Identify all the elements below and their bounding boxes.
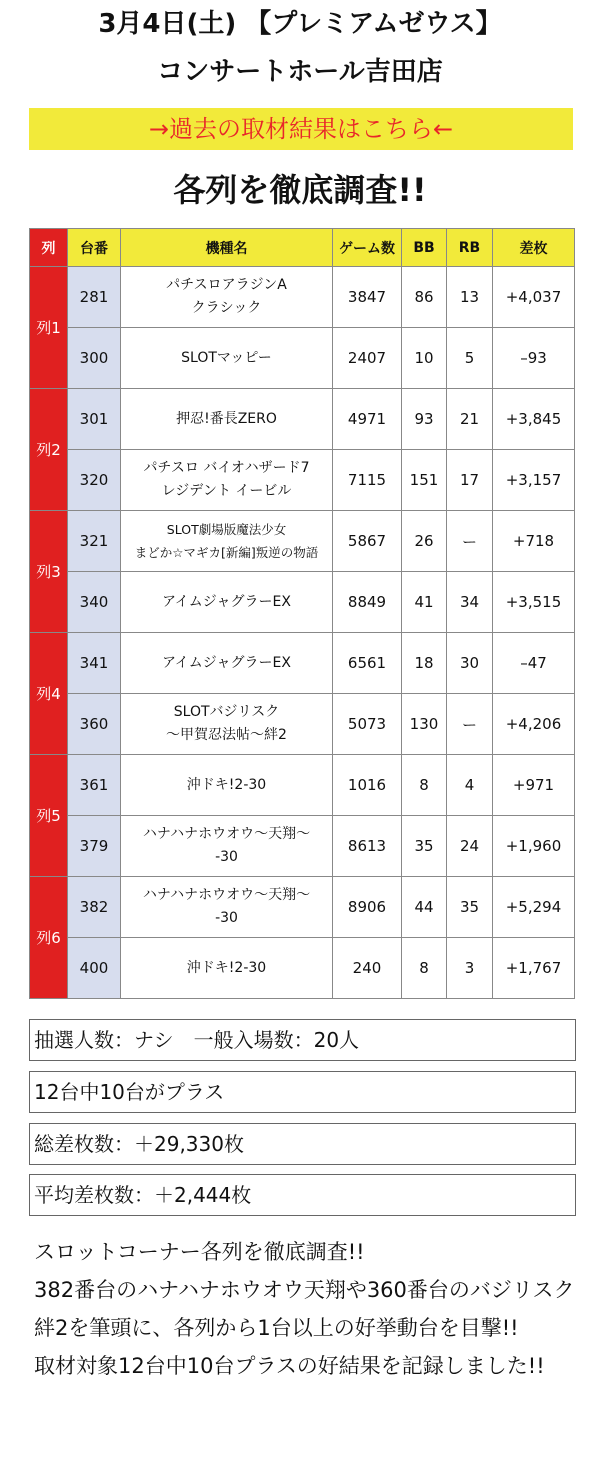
- table-row: [30, 938, 575, 999]
- bb-count: 93: [402, 389, 447, 450]
- retsu-label: 列2: [30, 389, 68, 511]
- dai-number: 382: [68, 877, 121, 938]
- dai-number: 301: [68, 389, 121, 450]
- model-name: [121, 328, 333, 389]
- dai-number: 320: [68, 450, 121, 511]
- header-model: 機種名: [121, 229, 333, 267]
- model-line: 沖ドキ!2-30: [186, 959, 267, 976]
- rb-count: 24: [447, 816, 493, 877]
- bb-count: 10: [402, 328, 447, 389]
- model-line: 〜甲賀忍法帖〜絆2: [166, 727, 287, 743]
- diff-value: +4,206: [493, 694, 575, 755]
- rb-count: 3: [447, 938, 493, 999]
- diff-value: +1,767: [493, 938, 575, 999]
- rb-count: 34: [447, 572, 493, 633]
- model-line: SLOTマッピー: [181, 349, 272, 366]
- model-name: [121, 877, 333, 938]
- dai-number: 360: [68, 694, 121, 755]
- rb-count: 30: [447, 633, 493, 694]
- table-row: [30, 694, 575, 755]
- diff-value: +3,157: [493, 450, 575, 511]
- comment-block: [34, 1233, 579, 1385]
- header-retsu: 列: [30, 229, 68, 267]
- model-name: [121, 450, 333, 511]
- dai-number: 341: [68, 633, 121, 694]
- model-name: [121, 267, 333, 328]
- diff-value: +5,294: [493, 877, 575, 938]
- table-row: [30, 511, 575, 572]
- bb-count: 41: [402, 572, 447, 633]
- bb-count: 86: [402, 267, 447, 328]
- model-name: [121, 511, 333, 572]
- comment-line: 取材対象12台中10台プラスの好結果を記録しました!!: [34, 1354, 545, 1378]
- model-line: レジデント イービル: [161, 483, 292, 499]
- model-line: -30: [215, 849, 238, 865]
- bb-count: 8: [402, 755, 447, 816]
- games-count: 240: [333, 938, 402, 999]
- header-bb: BB: [402, 229, 447, 267]
- model-line: クラシック: [191, 300, 262, 316]
- model-name: [121, 938, 333, 999]
- rb-count: 21: [447, 389, 493, 450]
- bb-count: 130: [402, 694, 447, 755]
- retsu-label: 列6: [30, 877, 68, 999]
- model-line: ハナハナホウオウ〜天翔〜: [142, 826, 311, 842]
- dai-number: 361: [68, 755, 121, 816]
- model-name: [121, 694, 333, 755]
- games-count: 2407: [333, 328, 402, 389]
- model-line: まどか☆マギカ[新編]叛逆の物語: [134, 545, 319, 560]
- table-row: [30, 755, 575, 816]
- model-line: SLOTバジリスク: [173, 704, 280, 720]
- diff-value: +718: [493, 511, 575, 572]
- table-row: [30, 450, 575, 511]
- table-row: [30, 572, 575, 633]
- model-name: [121, 572, 333, 633]
- rb-count: 17: [447, 450, 493, 511]
- table-header-row: [30, 229, 575, 267]
- bb-count: 151: [402, 450, 447, 511]
- dai-number: 321: [68, 511, 121, 572]
- results-table: [29, 228, 575, 999]
- model-line: アイムジャグラーEX: [162, 593, 291, 610]
- diff-value: +971: [493, 755, 575, 816]
- table-row: [30, 633, 575, 694]
- rb-count: ー: [447, 511, 493, 572]
- table-row: [30, 389, 575, 450]
- header-games: ゲーム数: [333, 229, 402, 267]
- games-count: 3847: [333, 267, 402, 328]
- retsu-label: 列5: [30, 755, 68, 877]
- dai-number: 379: [68, 816, 121, 877]
- page-title: 3月4日(土) 【プレミアムゼウス】: [98, 9, 502, 39]
- model-line: ハナハナホウオウ〜天翔〜: [142, 887, 311, 903]
- dai-number: 400: [68, 938, 121, 999]
- diff-value: +3,515: [493, 572, 575, 633]
- dai-number: 340: [68, 572, 121, 633]
- diff-value: –93: [493, 328, 575, 389]
- games-count: 6561: [333, 633, 402, 694]
- header-rb: RB: [447, 229, 493, 267]
- games-count: 7115: [333, 450, 402, 511]
- model-line: パチスロ バイオハザード7: [143, 460, 310, 476]
- rb-count: 35: [447, 877, 493, 938]
- comment-line: 382番台のハナハナホウオウ天翔や360番台のバジリスク絆2を筆頭に、各列から1台以上の好挙動台を目撃!!: [34, 1278, 575, 1340]
- total-diff: 総差枚数：＋29,330枚: [29, 1123, 576, 1165]
- model-line: アイムジャグラーEX: [162, 654, 291, 671]
- model-name: [121, 633, 333, 694]
- section-heading: 各列を徹底調査!!: [173, 171, 427, 209]
- bb-count: 35: [402, 816, 447, 877]
- dai-number: 300: [68, 328, 121, 389]
- diff-value: +4,037: [493, 267, 575, 328]
- model-line: -30: [215, 910, 238, 926]
- retsu-label: 列1: [30, 267, 68, 389]
- header-dai: 台番: [68, 229, 121, 267]
- bb-count: 18: [402, 633, 447, 694]
- dai-number: 281: [68, 267, 121, 328]
- model-line: パチスロアラジンA: [166, 277, 287, 293]
- model-line: 押忍!番長ZERO: [176, 410, 277, 427]
- games-count: 1016: [333, 755, 402, 816]
- bb-count: 8: [402, 938, 447, 999]
- rb-count: ー: [447, 694, 493, 755]
- plus-count: 12台中10台がプラス: [29, 1071, 576, 1113]
- model-line: 沖ドキ!2-30: [186, 776, 267, 793]
- bb-count: 26: [402, 511, 447, 572]
- rb-count: 4: [447, 755, 493, 816]
- games-count: 8906: [333, 877, 402, 938]
- comment-line: スロットコーナー各列を徹底調査!!: [34, 1240, 365, 1264]
- table-row: [30, 816, 575, 877]
- past-results-link[interactable]: →過去の取材結果はこちら←: [29, 108, 573, 150]
- bb-count: 44: [402, 877, 447, 938]
- model-name: [121, 389, 333, 450]
- retsu-label: 列4: [30, 633, 68, 755]
- lottery-info: 抽選人数：ナシ 一般入場数：20人: [29, 1019, 576, 1061]
- retsu-label: 列3: [30, 511, 68, 633]
- games-count: 8613: [333, 816, 402, 877]
- header-diff: 差枚: [493, 229, 575, 267]
- diff-value: +3,845: [493, 389, 575, 450]
- model-name: [121, 755, 333, 816]
- model-name: [121, 816, 333, 877]
- games-count: 5073: [333, 694, 402, 755]
- table-row: [30, 267, 575, 328]
- model-line: SLOT劇場版魔法少女: [166, 522, 287, 537]
- store-name: コンサートホール吉田店: [157, 57, 443, 87]
- rb-count: 13: [447, 267, 493, 328]
- diff-value: +1,960: [493, 816, 575, 877]
- average-diff: 平均差枚数：＋2,444枚: [29, 1174, 576, 1216]
- games-count: 5867: [333, 511, 402, 572]
- rb-count: 5: [447, 328, 493, 389]
- table-row: [30, 877, 575, 938]
- games-count: 8849: [333, 572, 402, 633]
- diff-value: –47: [493, 633, 575, 694]
- table-row: [30, 328, 575, 389]
- games-count: 4971: [333, 389, 402, 450]
